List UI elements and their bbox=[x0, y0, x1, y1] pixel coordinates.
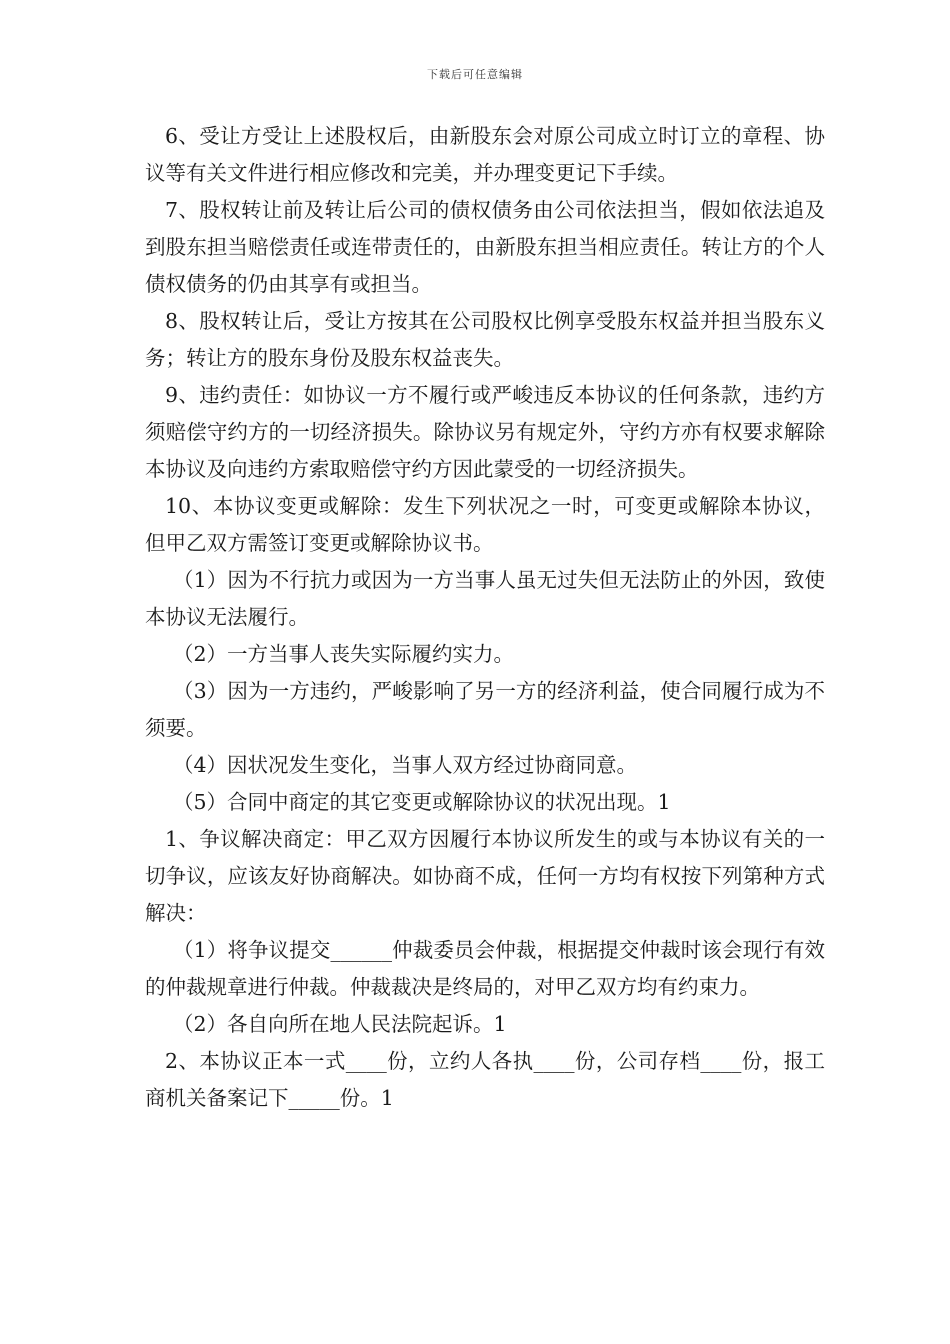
sub-item-4: （4）因状况发生变化，当事人双方经过协商同意。 bbox=[173, 753, 638, 777]
sub-item-5: （5）合同中商定的其它变更或解除协议的状况出现。1 bbox=[173, 790, 671, 814]
clause-10: 10、本协议变更或解除：发生下列状况之一时，可变更或解除本协议，但甲乙双方需签订变更或解除协议书。 bbox=[145, 494, 825, 555]
sub-item-1: （1）因为不行抗力或因为一方当事人虽无过失但无法防止的外因，致使本协议无法履行。 bbox=[145, 568, 825, 629]
page-header: 下载后可任意编辑 bbox=[427, 68, 523, 81]
clause-8: 8、股权转让后，受让方按其在公司股权比例享受股东权益并担当股东义务；转让方的股东身份及股东权益丧失。 bbox=[145, 309, 825, 370]
clause-6: 6、受让方受让上述股权后，由新股东会对原公司成立时订立的章程、协议等有关文件进行相应修改和完美，并办理变更记下手续。 bbox=[145, 124, 825, 185]
clause-9: 9、违约责任：如协议一方不履行或严峻违反本协议的任何条款，违约方须赔偿守约方的一切经济损失。除协议另有规定外，守约方亦有权要求解除本协议及向违约方索取赔偿守约方因此蒙受的一切经济损失。 bbox=[145, 383, 825, 481]
dispute-option-1: （1）将争议提交______仲裁委员会仲裁，根据提交仲裁时该会现行有效的仲裁规章进行仲裁。仲裁裁决是终局的，对甲乙双方均有约束力。 bbox=[145, 938, 825, 999]
dispute-option-2: （2）各自向所在地人民法院起诉。1 bbox=[173, 1012, 507, 1036]
dispute-clause: 1、争议解决商定：甲乙双方因履行本协议所发生的或与本协议有关的一切争议，应该友好协商解决。如协商不成，任何一方均有权按下列第种方式解决： bbox=[145, 827, 825, 925]
copies-clause: 2、本协议正本一式____份，立约人各执____份，公司存档____份，报工商机关备案记下_____份。1 bbox=[145, 1049, 825, 1110]
sub-item-3: （3）因为一方违约，严峻影响了另一方的经济利益，使合同履行成为不须要。 bbox=[145, 679, 825, 740]
sub-item-2: （2）一方当事人丧失实际履约实力。 bbox=[173, 642, 515, 666]
document-body bbox=[145, 118, 825, 1117]
clause-7: 7、股权转让前及转让后公司的债权债务由公司依法担当，假如依法追及到股东担当赔偿责任或连带责任的，由新股东担当相应责任。转让方的个人债权债务的仍由其享有或担当。 bbox=[145, 198, 825, 296]
